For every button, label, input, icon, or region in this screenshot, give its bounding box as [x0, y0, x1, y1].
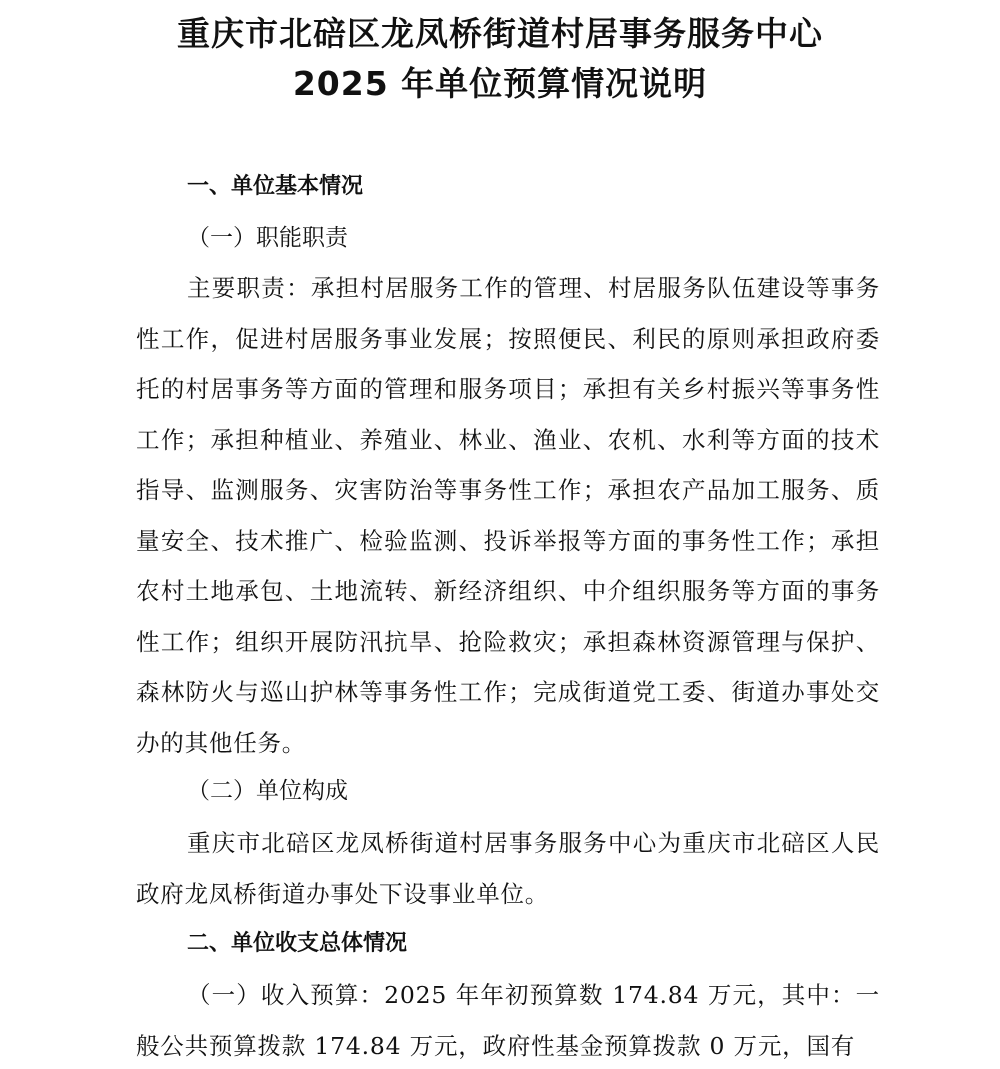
subsection-heading-structure: （二）单位构成	[187, 778, 348, 804]
section-heading-basic-info: 一、单位基本情况	[187, 174, 364, 199]
structure-paragraph: 重庆市北碚区龙凤桥街道村居事务服务中心为重庆市北碚区人民政府龙凤桥街道办事处下设事业单位。	[136, 829, 880, 908]
revenue-budget-paragraph: （一）收入预算：2025 年年初预算数 174.84 万元，其中：一般公共预算拨款 174.84 万元，政府性基金预算拨款 0 万元，国有	[136, 981, 880, 1060]
duties-paragraph: 主要职责：承担村居服务工作的管理、村居服务队伍建设等事务性工作，促进村居服务事业发展；按照便民、利民的原则承担政府委托的村居事务等方面的管理和服务项目；承担有关乡村振兴等事务性工作；承担种植业、养殖业、林业、渔业、农机、水利等方面的技术指导、监测服务、灾害防治等事务性工作；承担农产品加工服务、质量安全、技术推广、检验监测、投诉举报等方面的事务性工作；承担农村土地承包、土地流转、新经济组织、中介组织服务等方面的事务性工作；组织开展防汛抗旱、抢险救灾；承担森林资源管理与保护、森林防火与巡山护林等事务性工作；完成街道党工委、街道办事处交办的其他任务。	[136, 274, 880, 757]
document-title-line-1: 重庆市北碚区龙凤桥街道村居事务服务中心	[177, 14, 823, 53]
document-title-line-2: 2025 年单位预算情况说明	[292, 64, 708, 103]
section-heading-revenue-expenditure: 二、单位收支总体情况	[187, 931, 408, 956]
subsection-heading-duties: （一）职能职责	[187, 225, 348, 251]
